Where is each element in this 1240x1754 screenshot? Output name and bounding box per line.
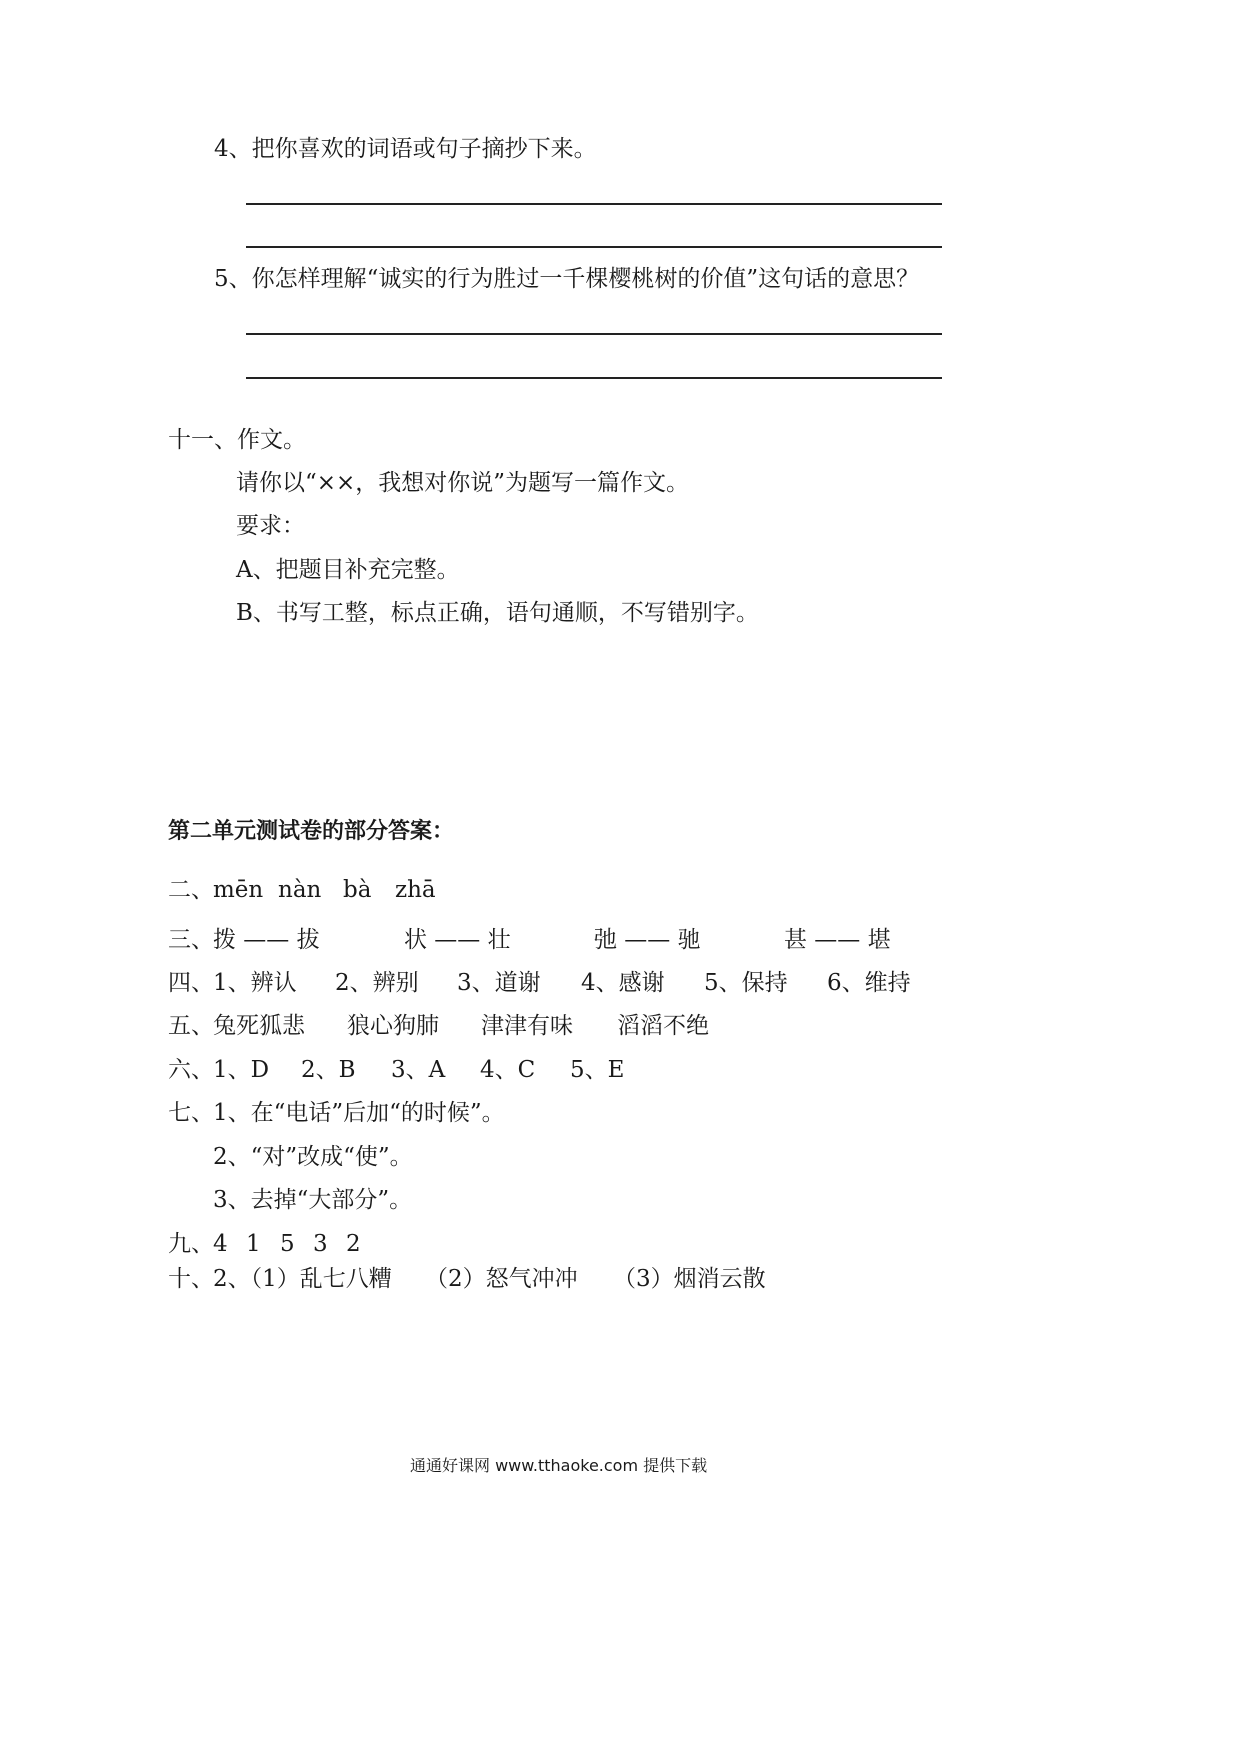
answer-item: nàn — [278, 877, 322, 903]
requirement-a: A、把题目补充完整。 — [236, 557, 460, 583]
answer-item: 4、C — [480, 1057, 536, 1083]
answer-item: 5 — [280, 1231, 295, 1257]
answer-line — [246, 246, 942, 248]
answer-section-9-label: 九、 — [168, 1231, 214, 1257]
answer-item: 5、保持 — [704, 970, 788, 996]
answer-item: 弛 —— 驰 — [594, 927, 701, 953]
answer-item: bà — [343, 877, 372, 903]
answer-section-2-label: 二、 — [168, 877, 214, 903]
answer-item: 1、辨认 — [213, 970, 297, 996]
answer-item: （3）烟消云散 — [613, 1266, 766, 1292]
question-5: 5、你怎样理解“诚实的行为胜过一千棵樱桃树的价值”这句话的意思？ — [214, 266, 920, 292]
question-4: 4、把你喜欢的词语或句子摘抄下来。 — [214, 136, 597, 162]
answer-item: 1 — [246, 1231, 261, 1257]
answer-item: 狼心狗肺 — [347, 1013, 439, 1039]
answer-item: 兔死狐悲 — [213, 1013, 305, 1039]
answer-item: 拨 —— 拔 — [213, 927, 320, 953]
answer-item: zhā — [395, 877, 436, 903]
answer-item: 2、（1）乱七八糟 — [213, 1266, 392, 1292]
answer-section-4-label: 四、 — [168, 970, 214, 996]
requirements-label: 要求： — [236, 513, 305, 539]
answer-line — [246, 203, 942, 205]
answer-section-6-label: 六、 — [168, 1057, 214, 1083]
answers-title: 第二单元测试卷的部分答案： — [168, 819, 455, 844]
answer-section-7-label: 七、 — [168, 1100, 214, 1126]
answer-section-10-label: 十、 — [168, 1266, 214, 1292]
page-footer: 通通好课网 www.tthaoke.com 提供下载 — [410, 1456, 708, 1475]
requirement-b: B、书写工整，标点正确，语句通顺，不写错别字。 — [236, 600, 759, 626]
answer-section-3-label: 三、 — [168, 927, 214, 953]
answer-item: 3 — [313, 1231, 328, 1257]
answer-item: 2、辨别 — [335, 970, 419, 996]
answer-item: 4 — [213, 1231, 228, 1257]
composition-heading: 十一、作文。 — [168, 427, 306, 453]
answer-section-5-label: 五、 — [168, 1013, 214, 1039]
answer-item: 4、感谢 — [581, 970, 665, 996]
answer-item: 甚 —— 堪 — [784, 927, 891, 953]
answer-line — [246, 377, 942, 379]
answer-item: 1、D — [213, 1057, 270, 1083]
answer-item: 5、E — [570, 1057, 625, 1083]
answer-line-text: 1、在“电话”后加“的时候”。 — [213, 1100, 505, 1126]
answer-item: 滔滔不绝 — [617, 1013, 709, 1039]
answer-item: 状 —— 壮 — [404, 927, 511, 953]
answer-line — [246, 333, 942, 335]
answer-item: 3、道谢 — [457, 970, 541, 996]
answer-item: mēn — [213, 877, 264, 903]
answer-item: 3、A — [391, 1057, 446, 1083]
answer-item: （2）怒气冲冲 — [425, 1266, 578, 1292]
composition-prompt: 请你以“××，我想对你说”为题写一篇作文。 — [236, 470, 690, 496]
answer-item: 津津有味 — [481, 1013, 573, 1039]
answer-line-text: 3、去掉“大部分”。 — [213, 1187, 413, 1213]
answer-item: 2、B — [301, 1057, 356, 1083]
answer-line-text: 2、“对”改成“使”。 — [213, 1144, 413, 1170]
answer-item: 2 — [346, 1231, 361, 1257]
answer-item: 6、维持 — [827, 970, 911, 996]
